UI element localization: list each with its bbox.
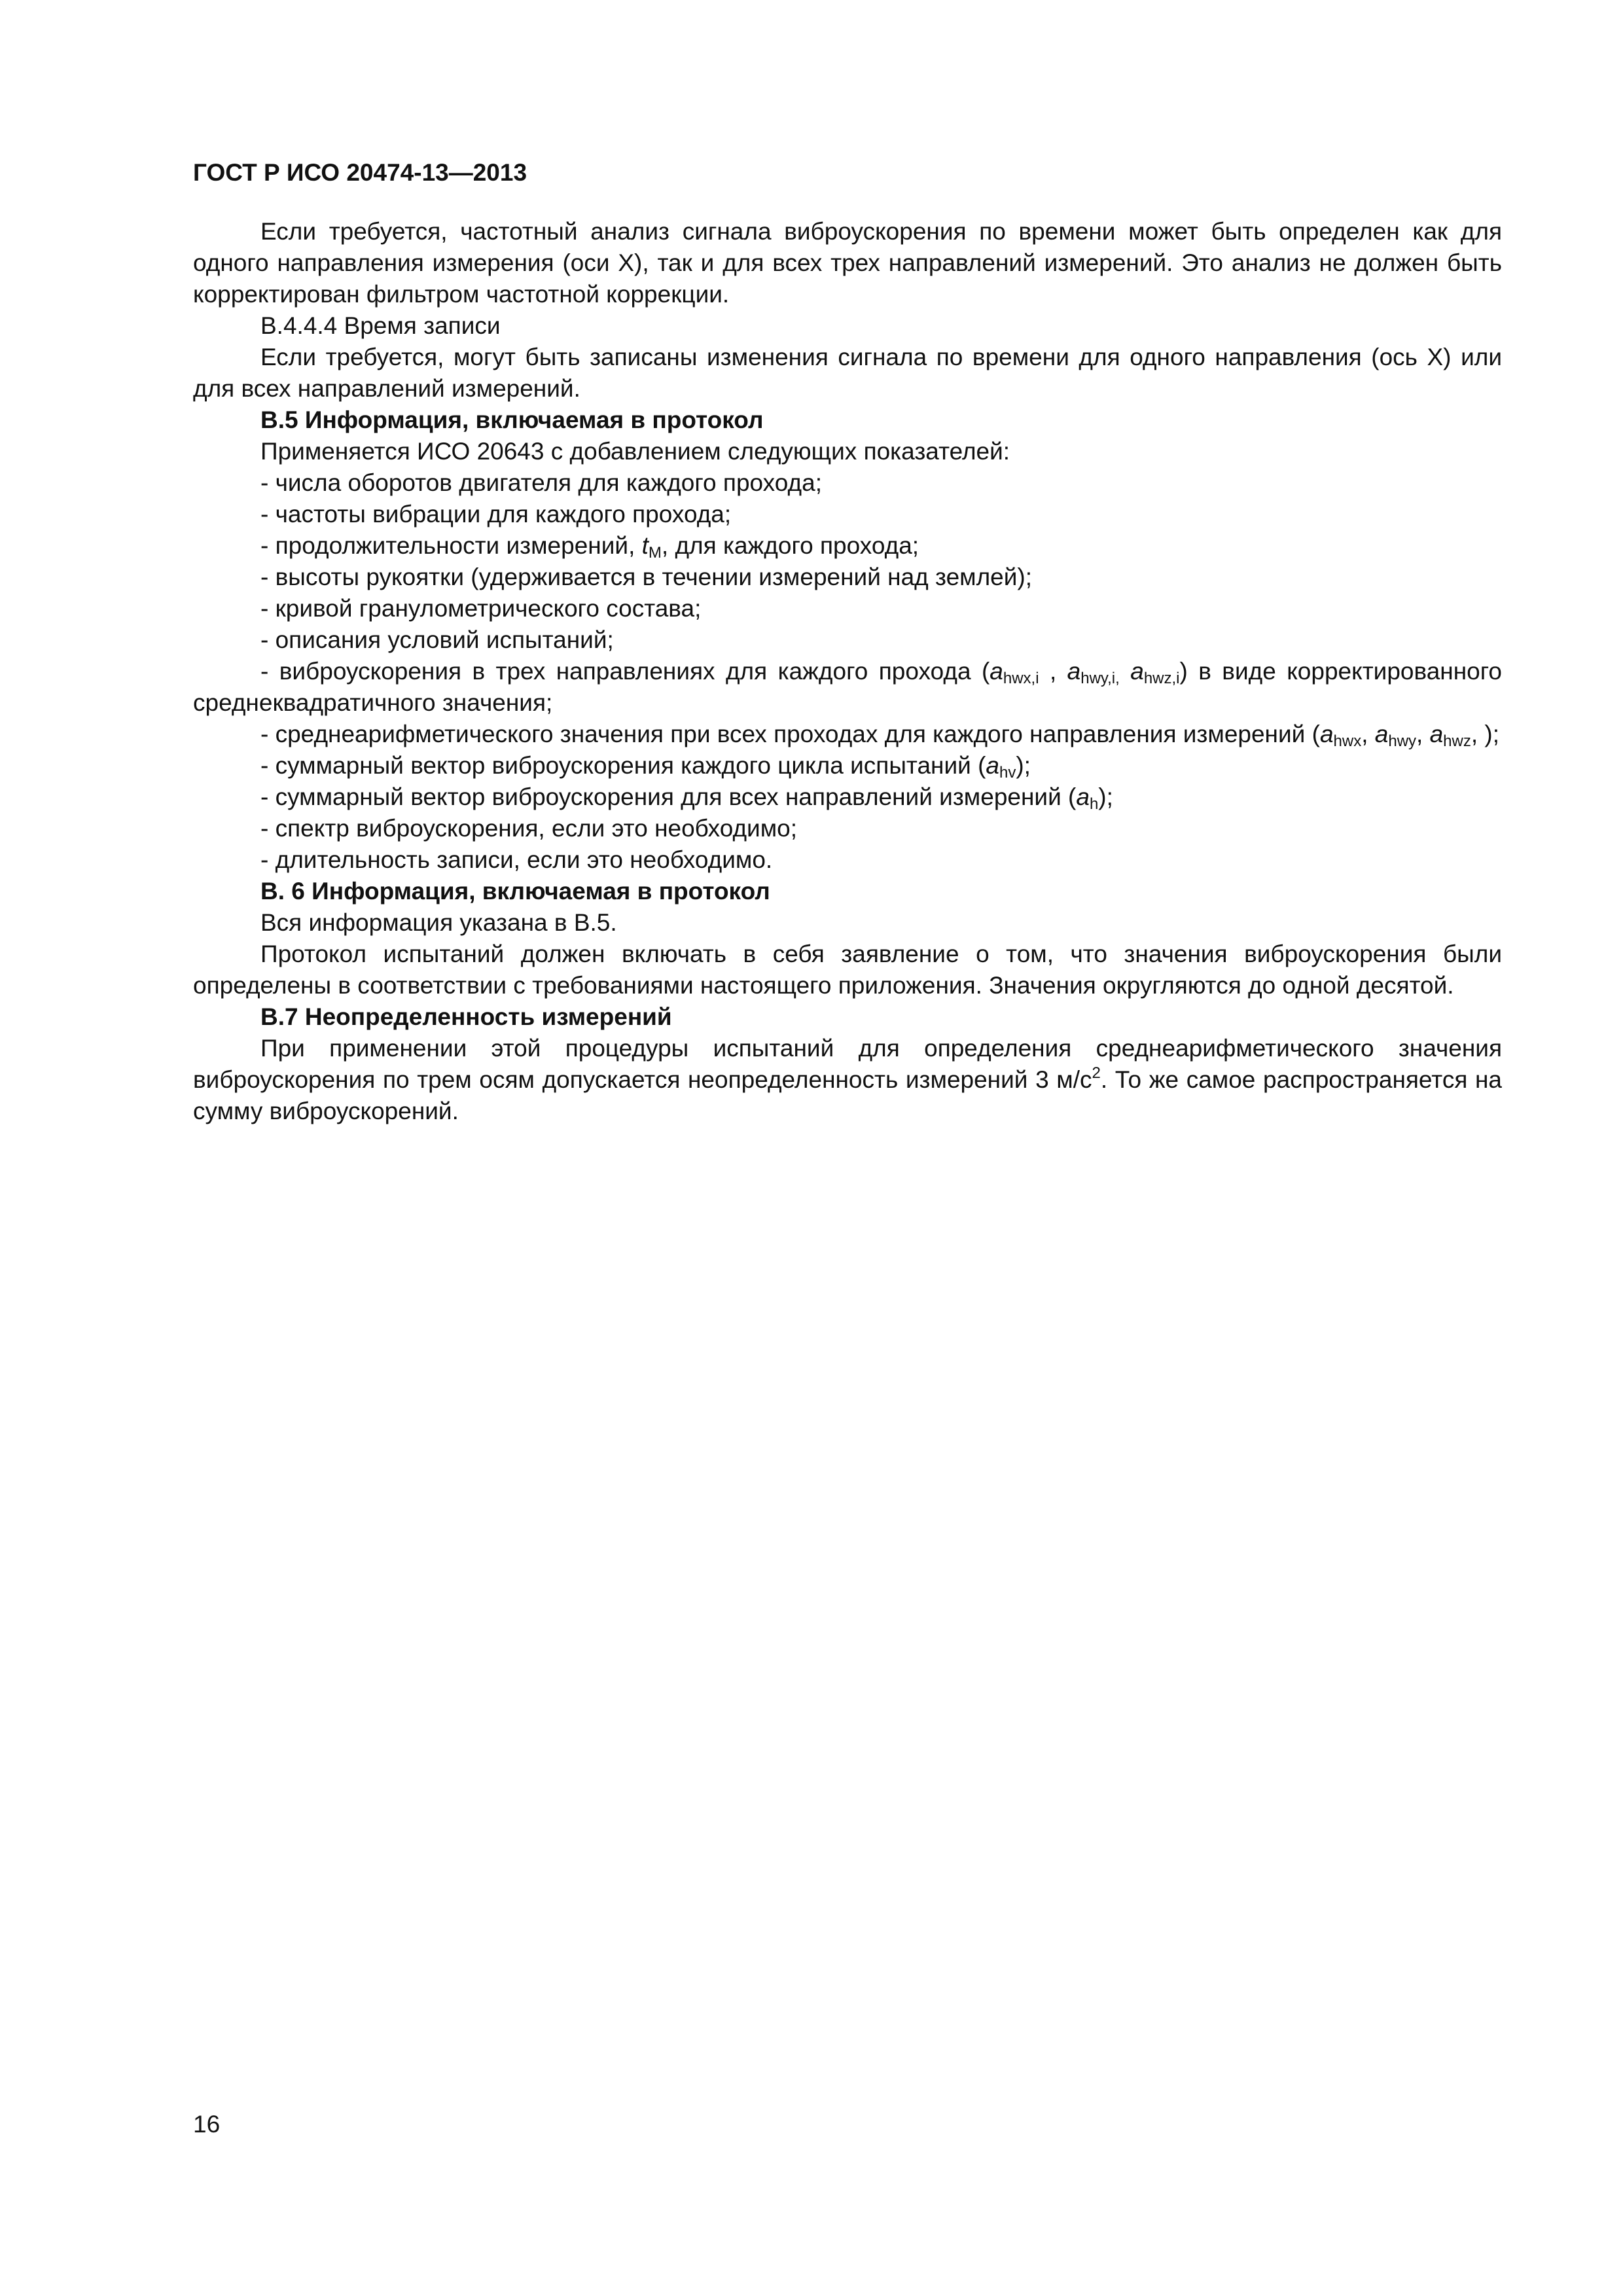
heading-b7: В.7 Неопределенность измерений — [260, 1003, 672, 1030]
list-item-acceleration-three-directions: - виброускорения в трех направлениях для каждого прохода ($a_{hwx,i}$ , $a_{hwy,i,}$ $a_{hwz,i}$) в виде корректированного среднеквадратичного значения; — [193, 658, 1503, 716]
list-item-vector-per-cycle: - суммарный вектор виброускорения каждого цикла испытаний $(a_{hv})$; — [260, 752, 1031, 781]
paragraph-uncertainty: При применении этой процедуры испытаний для определения среднеарифметического значения виброускорения по трем осям допускается неопределенность измерений 3 $м/с^2$. То же самое распространяется на сумму виброускорений. — [193, 1035, 1503, 1124]
list-item-handle-height: - высоты рукоятки (удерживается в течении измерений над землей); — [260, 564, 1033, 590]
list-item-recording-length: - длительность записи, если это необходимо. — [260, 846, 773, 873]
list-item-vector-all-directions: - суммарный вектор виброускорения для всех направлений измерений $(a_h)$; — [260, 783, 1113, 813]
list-item-arithmetic-mean: - среднеарифметического значения при всех проходах для каждого направления измерений ($a_{hwx}$, $a_{hwy}$, $a_{hwz}$, ); — [260, 721, 1500, 750]
paragraph-protocol-statement: Протокол испытаний должен включать в себя заявление о том, что значения виброускорения были определены в соответствии с требованиями настоящего приложения. Значения округляются до одной десятой. — [193, 941, 1502, 999]
subheading-b444: В.4.4.4 Время записи — [260, 312, 501, 339]
list-item-vibration-frequency: - частоты вибрации для каждого прохода; — [260, 501, 732, 528]
list-item-granulometric-curve: - кривой гранулометрического состава; — [260, 595, 702, 622]
list-item-spectrum: - спектр виброускорения, если это необходимо; — [260, 815, 798, 842]
document-body — [193, 216, 1502, 1127]
page-number: 16 — [193, 2111, 221, 2138]
paragraph-recording: Если требуется, могут быть записаны изменения сигнала по времени для одного направления (ось X) или для всех направлений измерений. — [193, 344, 1502, 402]
heading-b5: В.5 Информация, включаемая в протокол — [260, 406, 764, 433]
list-item-engine-speed: - числа оборотов двигателя для каждого прохода; — [260, 469, 822, 496]
heading-b6: В. 6 Информация, включаемая в протокол — [260, 878, 770, 905]
list-item-duration: - продолжительности измерений, $t_M$, для каждого прохода; — [260, 532, 919, 562]
paragraph-iso-20643: Применяется ИСО 20643 с добавлением следующих показателей: — [260, 438, 1010, 465]
paragraph-frequency-analysis: Если требуется, частотный анализ сигнала виброускорения по времени может быть определен как для одного направления измерения (оси X), так и для всех трех направлений измерений. Это анализ не должен быть корректирован фильтром частотной коррекции. — [193, 218, 1502, 308]
document-header: ГОСТ Р ИСО 20474-13—2013 — [193, 159, 527, 186]
paragraph-all-info: Вся информация указана в В.5. — [260, 909, 617, 936]
list-item-test-conditions: - описания условий испытаний; — [260, 626, 614, 653]
